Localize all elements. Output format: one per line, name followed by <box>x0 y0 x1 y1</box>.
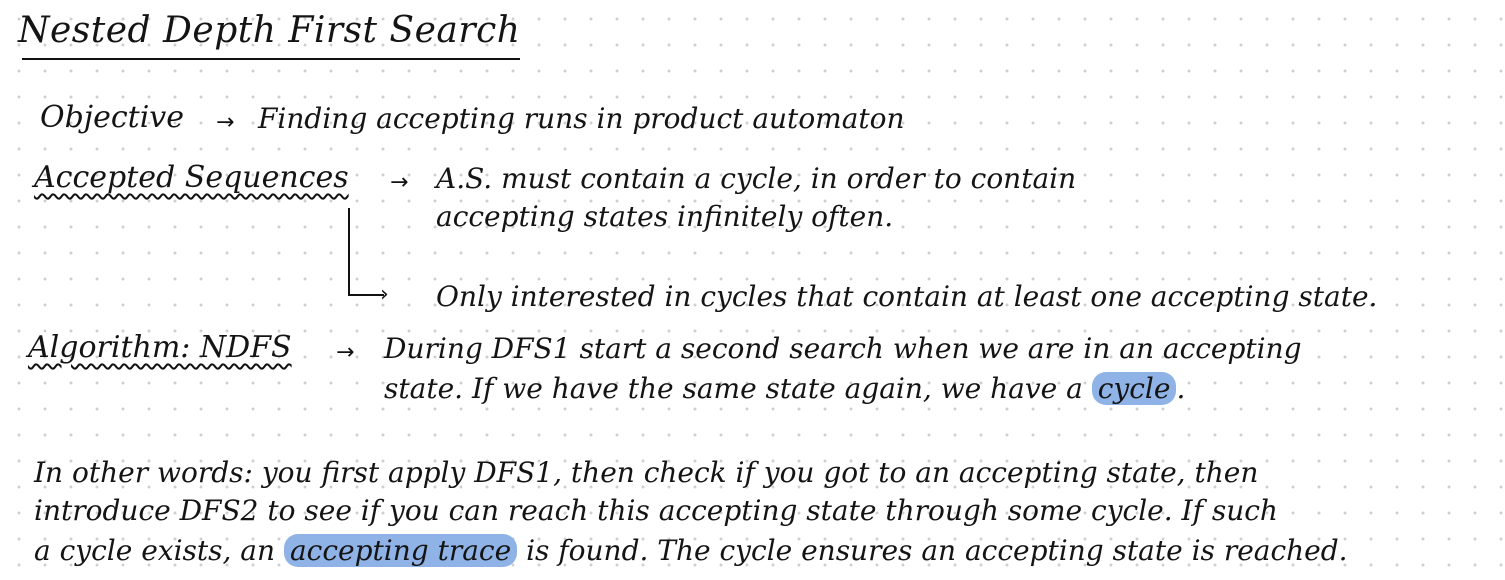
summary-line3-post: is found. The cycle ensures an accepting state is reached. <box>526 534 1348 567</box>
accepted-sequences-arrow-icon: → <box>390 170 409 195</box>
objective-label: Objective <box>40 100 185 135</box>
summary-line3-pre: a cycle exists, an <box>34 534 276 567</box>
summary-line3 <box>34 534 1348 567</box>
algorithm-arrow-icon: → <box>336 340 355 365</box>
objective-text: Finding accepting runs in product automaton <box>258 102 905 135</box>
accepted-sequences-line1: A.S. must contain a cycle, in order to contain <box>436 162 1077 195</box>
branch-connector-horizontal <box>348 294 384 296</box>
algorithm-label: Algorithm: NDFS <box>28 330 292 365</box>
accepted-sequences-branch: Only interested in cycles that contain at least one accepting state. <box>436 280 1378 313</box>
cycle-highlight: cycle <box>1092 372 1177 405</box>
algorithm-line2-text: state. If we have the same state again, we have a <box>384 372 1083 405</box>
branch-arrow-icon: › <box>380 282 389 307</box>
title-underline <box>22 58 520 60</box>
page-title: Nested Depth First Search <box>18 10 521 51</box>
branch-connector-line <box>348 208 350 296</box>
algorithm-line2 <box>384 372 1185 405</box>
summary-line2: introduce DFS2 to see if you can reach this accepting state through some cycle. If such <box>34 494 1278 527</box>
objective-arrow-icon: → <box>216 110 235 135</box>
accepted-sequences-label: Accepted Sequences <box>34 160 349 195</box>
accepted-sequences-line2: accepting states infinitely often. <box>436 200 894 233</box>
summary-line1: In other words: you first apply DFS1, then check if you got to an accepting state, then <box>34 456 1259 489</box>
algorithm-line2-end: . <box>1176 372 1186 405</box>
accepting-trace-highlight: accepting trace <box>284 534 517 567</box>
algorithm-line1: During DFS1 start a second search when we are in an accepting <box>384 332 1302 365</box>
